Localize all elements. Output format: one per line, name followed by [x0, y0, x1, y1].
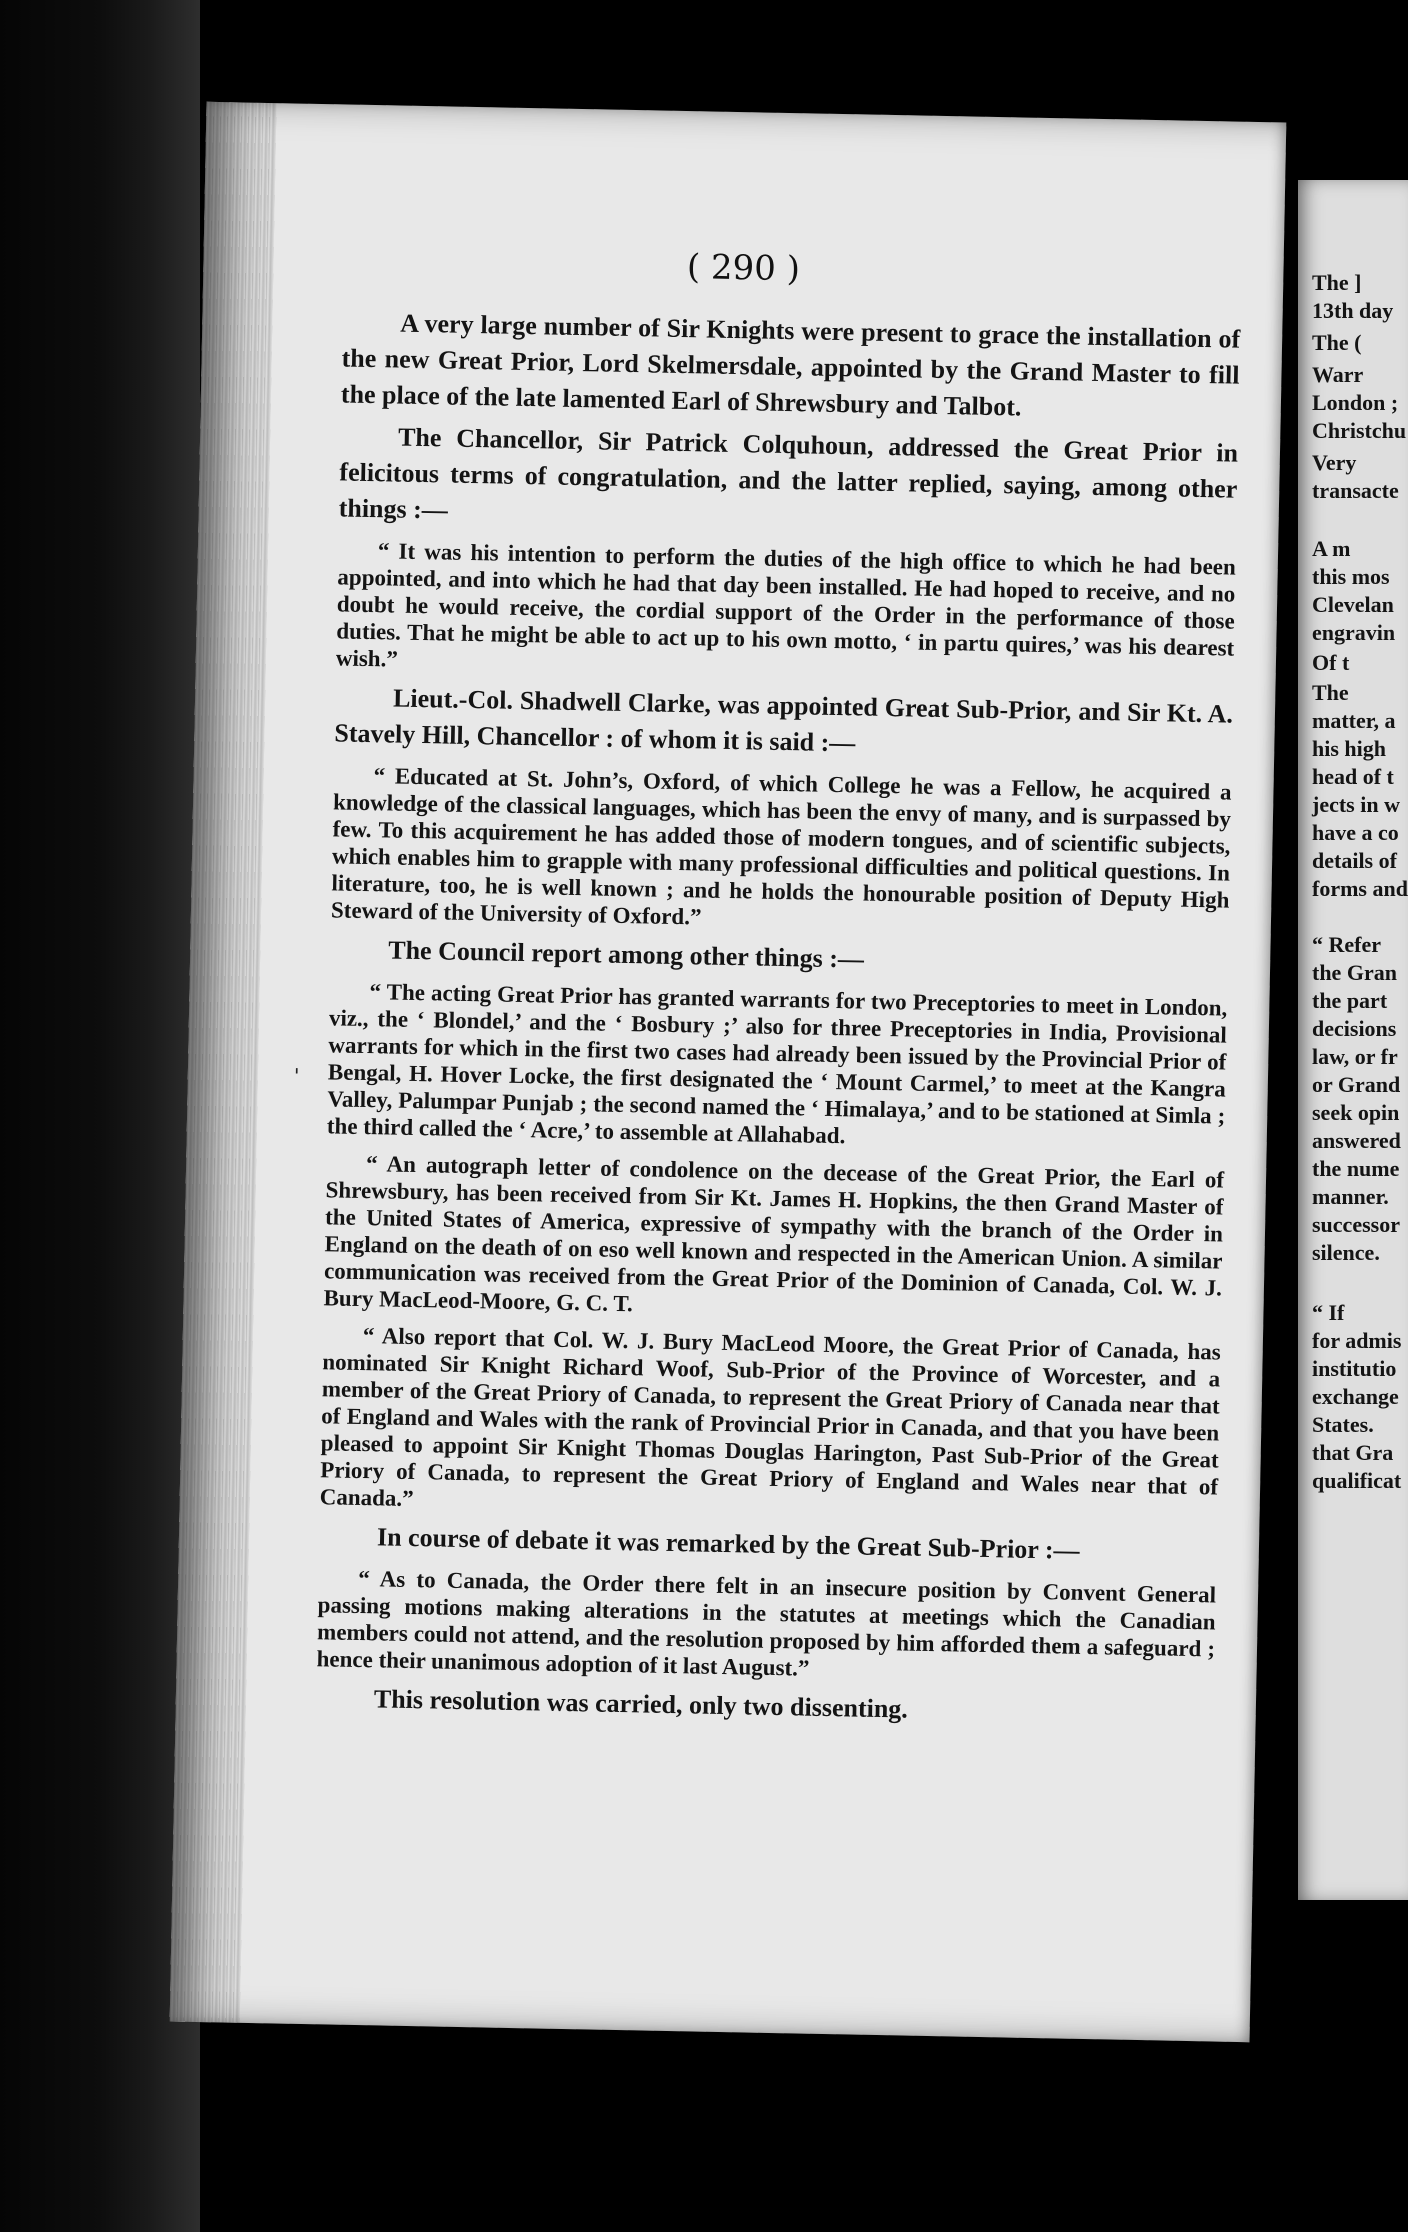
adjacent-page-text: The ]: [1312, 270, 1362, 295]
adjacent-page-text: the nume: [1312, 1156, 1400, 1181]
margin-mark: ': [293, 1063, 300, 1088]
adjacent-page-text: successor: [1312, 1212, 1400, 1237]
adjacent-page-text: or Grand: [1312, 1072, 1401, 1097]
adjacent-page-text: Very: [1312, 450, 1357, 475]
body-text: [315, 304, 1240, 1739]
quoted-paragraph: “ Educated at St. John’s, Oxford, of which College he was a Fellow, he acquired a knowledge of the classical languages, which has been the envy of many, and is surpassed by few. To this acquirement he has added those of modern tongues, and of scientific subjects, which enables him to grapple with many professional difficulties and political questions. In literature, too, he is well known ; and he holds the honourable position of Deputy High Steward of the University of Oxford.”: [330, 763, 1232, 930]
adjacent-page-text: The: [1312, 680, 1349, 705]
quoted-paragraph: “ The acting Great Prior has granted warrants for two Preceptories to meet in London, viz., the ‘ Blondel,’ and the ‘ Bosbury ;’ also for three Preceptories in India, Provisional warrants for which in the first two cases had already been issued by the Provincial Prior of Bengal, H. Hover Locke, the first designated the ‘ Mount Carmel,’ to meet at the Kangra Valley, Palumpar Punjab ; the second named the ‘ Himalaya,’ and to be stationed at Simla ; the third called the ‘ Acre,’ to assemble at Allahabad.: [326, 979, 1228, 1149]
adjacent-page-text: 13th day: [1312, 298, 1394, 323]
adjacent-page-text: engravin: [1312, 620, 1396, 645]
adjacent-page-text: seek opin: [1312, 1100, 1400, 1125]
adjacent-page-text: “ Refer: [1312, 932, 1382, 957]
paragraph: The Chancellor, Sir Patrick Colquhoun, addressed the Great Prior in felicitous terms of congratulation, and the latter replied, saying, among other things :—: [338, 422, 1239, 525]
book-page: [170, 102, 1287, 2042]
adjacent-page-text: exchange: [1312, 1384, 1399, 1409]
adjacent-page-text: “ If: [1312, 1300, 1345, 1325]
adjacent-page-text: qualificat: [1312, 1468, 1402, 1493]
adjacent-page-text: the part: [1312, 988, 1388, 1013]
adjacent-page-text: Christchu: [1312, 418, 1407, 443]
adjacent-page-text: have a co: [1312, 820, 1399, 845]
quoted-paragraph: “ An autograph letter of condolence on the decease of the Great Prior, the Earl of Shrewsbury, has been received from Sir Kt. James H. Hopkins, the then Grand Master of the United States of America, expressive of sympathy with the branch of the Order in England on the death of on eso well known and respected in the American Union. A similar communication was received from the Great Prior of the Dominion of Canada, Col. W. J. Bury MacLeod-Moore, G. C. T.: [323, 1151, 1225, 1317]
adjacent-page-text: silence.: [1312, 1240, 1380, 1265]
adjacent-page-text: his high: [1312, 736, 1386, 761]
adjacent-page-text: institutio: [1312, 1356, 1397, 1381]
adjacent-page-text: that Gra: [1312, 1440, 1394, 1465]
adjacent-page-text: for admis: [1312, 1328, 1402, 1353]
adjacent-page-text: A m: [1312, 536, 1351, 561]
adjacent-page-text: details of: [1312, 848, 1397, 873]
adjacent-page-text: decisions: [1312, 1016, 1397, 1041]
adjacent-page-text: answered: [1312, 1128, 1401, 1153]
paragraph: The Council report among other things :—: [388, 935, 865, 974]
adjacent-page-text: forms and: [1312, 876, 1408, 901]
quoted-paragraph: “ Also report that Col. W. J. Bury MacLeod Moore, the Great Prior of Canada, has nominated Sir Knight Richard Woof, Sub-Prior of the Province of Worcester, and a member of the Great Priory of Canada, to represent the Great Priory of Canada near that of England and Wales with the rank of Provincial Prior in Canada, and that you have been pleased to appoint Sir Knight Thomas Douglas Harington, Past Sub-Prior of the Great Priory of Canada, to represent the Great Priory of England and Wales near that of Canada.”: [319, 1323, 1221, 1512]
paragraph: In course of debate it was remarked by the Great Sub-Prior :—: [376, 1522, 1080, 1565]
adjacent-page-text: Of t: [1312, 650, 1350, 675]
adjacent-page-text: The (: [1312, 330, 1362, 355]
adjacent-page-text: manner.: [1312, 1184, 1389, 1209]
adjacent-page-text: States.: [1312, 1412, 1374, 1437]
book-binding: [0, 0, 200, 2232]
paragraph: A very large number of Sir Knights were present to grace the installation of the new Great Prior, Lord Skelmersdale, appointed by the Grand Master to fill the place of the late lamented Earl of Shrewsbury and Talbot.: [340, 308, 1241, 422]
page-number: ( 290 ): [686, 247, 801, 290]
quoted-paragraph: “ It was his intention to perform the duties of the high office to which he had been appointed, and into which he had that day been installed. He had hoped to receive, and no doubt he would receive, the cordial support of the Order in the performance of those duties. That he might be able to act up to his own motto, ‘ in partu quires,’ was his dearest wish.”: [335, 538, 1237, 672]
paragraph: Lieut.-Col. Shadwell Clarke, was appointed Great Sub-Prior, and Sir Kt. A. Stavely Hill, Chancellor : of whom it is said :—: [334, 683, 1234, 758]
quoted-paragraph: “ As to Canada, the Order there felt in an insecure position by Convent General passing motions making alterations in the statutes at meetings which the Canadian members could not attend, and the resolution proposed by him afforded them a safeguard ; hence their unanimous adoption of it last August.”: [316, 1565, 1217, 1681]
adjacent-page-text: transacte: [1312, 478, 1399, 503]
paragraph: This resolution was carried, only two dissenting.: [373, 1684, 909, 1724]
adjacent-page-text: the Gran: [1312, 960, 1397, 985]
adjacent-page-fragment: [1298, 180, 1408, 1900]
adjacent-page-text: jects in w: [1312, 792, 1400, 817]
adjacent-page-text: Warr: [1312, 362, 1364, 387]
adjacent-page-text: Clevelan: [1312, 592, 1394, 617]
adjacent-page-text: matter, a: [1312, 708, 1396, 733]
adjacent-page-text: this mos: [1312, 564, 1390, 589]
adjacent-page-text: head of t: [1312, 764, 1394, 789]
adjacent-page-text: London ;: [1312, 390, 1399, 415]
adjacent-page-text: law, or fr: [1312, 1044, 1398, 1069]
